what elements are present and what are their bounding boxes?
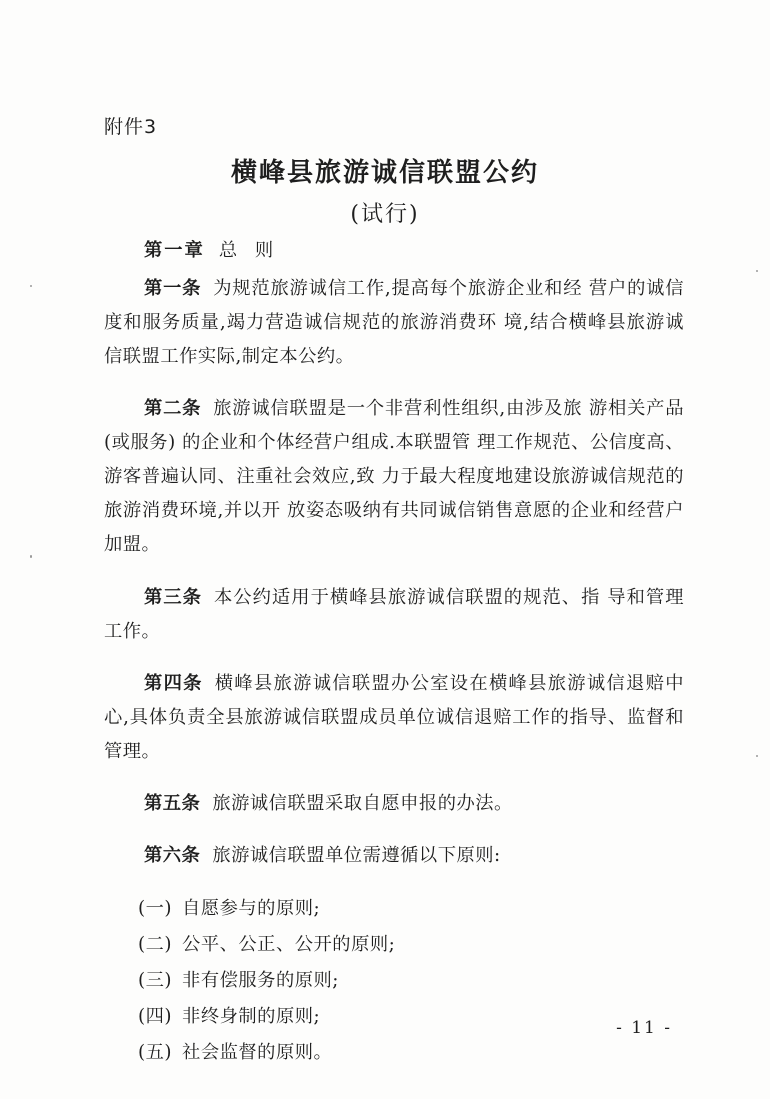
list-item: [104, 928, 684, 962]
article-5: [104, 787, 684, 821]
chapter-heading: [104, 234, 684, 268]
list-item-number: (一): [138, 897, 173, 919]
article-text: 旅游诚信联盟是一个非营利性组织,由涉及旅 游相关产品(或服务) 的企业和个体经营户组成.本联盟管 理工作规范、公信度高、游客普遍认同、注重社会效应,致 力于最大程度地建设旅游诚信规范的旅游消费环境,并以开 放姿态吸纳有共同诚信销售意愿的企业和经营户加盟。: [104, 398, 684, 556]
list-item-text: 非有偿服务的原则;: [182, 969, 339, 991]
article-text: 为规范旅游诚信工作,提高每个旅游企业和经 营户的诚信度和服务质量,竭力营造诚信规范的旅游消费环 境,结合横峰县旅游诚信联盟工作实际,制定本公约。: [104, 278, 684, 367]
document-subtitle: (试行): [350, 202, 420, 227]
list-item-number: (四): [138, 1005, 173, 1027]
attachment-label: 附件3: [104, 116, 158, 138]
list-item-number: (三): [138, 969, 173, 991]
page-number: - 11 -: [616, 1018, 672, 1038]
scan-speck: [756, 270, 758, 272]
article-text: 本公约适用于横峰县旅游诚信联盟的规范、指 导和管理工作。: [104, 586, 685, 642]
article-text: 旅游诚信联盟单位需遵循以下原则:: [212, 845, 501, 867]
article-text: 横峰县旅游诚信联盟办公室设在横峰县旅游诚信退赔中心,具体负责全县旅游诚信联盟成员单位诚信退赔工作的指导、监督和管理。: [104, 672, 685, 762]
list-item-text: 公平、公正、公开的原则;: [182, 933, 396, 955]
article-number: 第四条: [144, 672, 203, 694]
list-item-text: 自愿参与的原则;: [182, 897, 321, 919]
list-item-text: 社会监督的原则。: [182, 1041, 333, 1063]
article-number: 第五条: [144, 793, 201, 815]
document-body: [104, 234, 684, 1072]
article-3: [104, 581, 684, 649]
chapter-title: 总 则: [218, 240, 280, 261]
list-item: [104, 1000, 684, 1034]
chapter-number: 第一章: [144, 240, 205, 261]
article-number: 第三条: [144, 586, 202, 608]
scan-speck: [30, 285, 32, 287]
list-item: [104, 892, 684, 926]
article-2: [104, 392, 684, 562]
principles-list: [104, 892, 684, 1070]
article-number: 第二条: [144, 398, 202, 420]
document-title: 横峰县旅游诚信联盟公约: [230, 158, 539, 188]
list-item-number: (二): [138, 933, 173, 955]
list-item: [104, 964, 684, 998]
article-6: [104, 839, 684, 873]
list-item-number: (五): [138, 1041, 173, 1063]
list-item: [104, 1036, 684, 1070]
article-number: 第六条: [144, 845, 201, 867]
article-number: 第一条: [144, 278, 202, 299]
list-item-text: 非终身制的原则;: [182, 1005, 321, 1027]
article-4: [104, 667, 684, 769]
scan-speck: [756, 755, 758, 757]
scan-speck: [30, 555, 32, 558]
article-text: 旅游诚信联盟采取自愿申报的办法。: [212, 793, 513, 815]
article-1: [104, 272, 684, 374]
